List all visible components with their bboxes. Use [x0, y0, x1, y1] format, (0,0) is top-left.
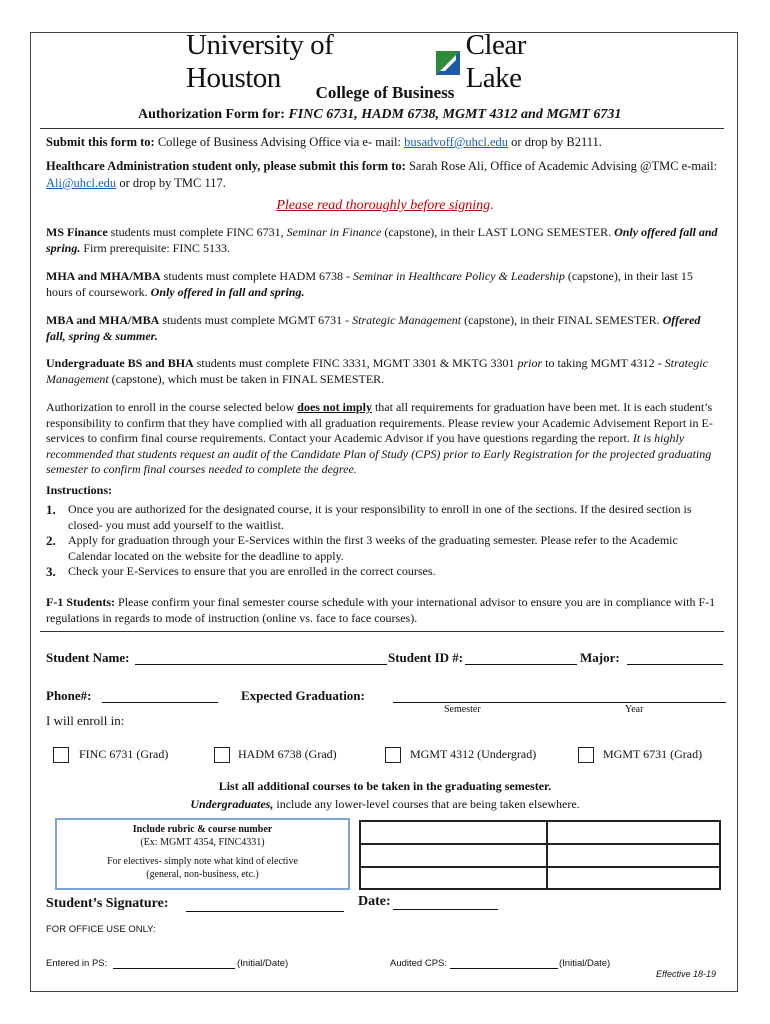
- enroll-in-label: I will enroll in:: [46, 713, 125, 728]
- advising-email-link[interactable]: busadvoff@uhcl.edu: [404, 135, 509, 149]
- logo-mark-icon: [436, 50, 460, 74]
- initial-date-caption: (Initial/Date): [559, 958, 611, 969]
- item-number: 2.: [46, 533, 56, 548]
- undergrad-note: [0, 797, 770, 812]
- mba-paragraph: [46, 313, 718, 344]
- read-thoroughly-warning: Please read thoroughly before signing: [276, 198, 491, 213]
- elective-note: For electives- simply note what kind of elective: [107, 856, 298, 867]
- semester-caption: Semester: [444, 704, 481, 715]
- office-use-heading: FOR OFFICE USE ONLY:: [46, 924, 156, 935]
- offering-note: Offered fall, spring & summer.: [46, 313, 701, 343]
- submit-paragraph: [46, 134, 718, 151]
- student-name-label: Student Name:: [46, 650, 130, 665]
- effective-date: Effective 18-19: [656, 969, 717, 979]
- course-cell[interactable]: [547, 867, 720, 889]
- undergrad-paragraph: [46, 356, 718, 387]
- program-text: to taking MGMT 4312 -: [542, 356, 665, 370]
- hadm-6738-checkbox[interactable]: [214, 747, 230, 763]
- rubric-instructions-box: [55, 818, 350, 890]
- program-text: Firm prerequisite: FINC 5133.: [80, 240, 231, 255]
- program-text: (capstone), in their LAST LONG SEMESTER.: [381, 225, 615, 239]
- phone-field[interactable]: [102, 688, 218, 703]
- major-field[interactable]: [627, 650, 723, 665]
- course-cell[interactable]: [360, 821, 547, 844]
- divider: [40, 128, 724, 129]
- phone-label: Phone#:: [46, 688, 92, 703]
- program-text: (capstone), which must be taken in FINAL SEMESTER.: [108, 371, 385, 386]
- authorization-text: that all requirements for graduation have been met. It is each student’s responsibility to confirm that they have complied with all graduation requirements. Please review your Academic Advisement Report in E-services to confirm final course requirements. Contact your Academic Advisor if you have questions regarding the report.: [46, 400, 713, 445]
- subtitle-courses: FINC 6731, HADM 6738, MGMT 4312 and MGMT 6731: [288, 107, 622, 122]
- instructions-heading: Instructions:: [46, 483, 113, 497]
- list-item: [46, 564, 718, 580]
- program-text: students must complete HADM 6738 -: [160, 269, 353, 283]
- item-number: 3.: [46, 564, 56, 579]
- authorization-text: Authorization to enroll in the course selected below: [46, 400, 298, 414]
- course-cell[interactable]: [547, 844, 720, 867]
- item-text: Check your E-Services to ensure that you are enrolled in the correct courses.: [68, 564, 436, 578]
- mgmt-6731-checkbox[interactable]: [578, 747, 594, 763]
- entered-in-ps-label: Entered in PS:: [46, 958, 108, 969]
- rubric-example: (Ex: MGMT 4354, FINC4331): [140, 837, 265, 848]
- entered-in-ps-field[interactable]: [113, 958, 235, 969]
- f1-text: Please confirm your final semester course schedule with your international advisor to ensure you are in compliance with F-1 regulations in regards to mode of instruction (online vs. face to face courses).: [46, 595, 716, 625]
- subtitle-prefix: Authorization Form for:: [138, 107, 289, 122]
- signature-field[interactable]: [186, 896, 344, 912]
- hadm-6738-label: HADM 6738 (Grad): [238, 747, 337, 761]
- ms-finance-paragraph: [46, 225, 718, 256]
- course-name: Seminar in Healthcare Policy & Leadership: [353, 269, 565, 283]
- expected-graduation-field[interactable]: [393, 688, 726, 703]
- item-text: Apply for graduation through your E-Services within the first 3 weeks of the graduating semester. Please refer to the Academic Calendar located on the website for the deadline to apply.: [68, 533, 678, 563]
- mgmt-4312-checkbox[interactable]: [385, 747, 401, 763]
- item-text: Once you are authorized for the designated course, it is your responsibility to enroll in one of the sections. If the desired section is closed- you must add yourself to the waitlist.: [68, 502, 692, 532]
- signature-label: Student’s Signature:: [46, 896, 169, 911]
- mgmt-4312-label: MGMT 4312 (Undergrad): [410, 747, 537, 761]
- audited-cps-label: Audited CPS:: [390, 958, 448, 969]
- date-field[interactable]: [393, 894, 498, 910]
- tmc-email-link[interactable]: Ali@uhcl.edu: [46, 176, 117, 190]
- f1-paragraph: [46, 595, 718, 626]
- item-number: 1.: [46, 502, 56, 517]
- expected-graduation-label: Expected Graduation:: [241, 688, 365, 703]
- offering-note: Only offered fall and spring.: [46, 225, 718, 255]
- program-label: Undergraduate BS and BHA: [46, 356, 194, 370]
- submit-text: College of Business Advising Office via e- mail:: [154, 135, 405, 149]
- divider: [40, 631, 724, 632]
- cps-recommendation: It is highly recommended that students request an audit of the Candidate Plan of Study (CPS) prior to Early Registration for the projected graduating semester to confirm final courses needed to complete the degree.: [46, 431, 712, 476]
- undergrad-text: include any lower-level courses that are being taken elsewhere.: [273, 797, 580, 811]
- finc-6731-label: FINC 6731 (Grad): [79, 747, 169, 761]
- additional-courses-table: [359, 820, 721, 890]
- course-cell[interactable]: [547, 821, 720, 844]
- mgmt-6731-label: MGMT 6731 (Grad): [603, 747, 703, 761]
- date-label: Date:: [358, 894, 391, 909]
- authorization-paragraph: [46, 400, 718, 478]
- offering-note: Only offered in fall and spring.: [150, 284, 305, 299]
- list-item: [46, 533, 718, 564]
- program-label: MBA and MHA/MBA: [46, 313, 160, 327]
- healthcare-label: Healthcare Administration student only, please submit this form to:: [46, 159, 406, 173]
- audited-cps-field[interactable]: [450, 958, 558, 969]
- prior-emphasis: prior: [517, 356, 543, 370]
- course-cell[interactable]: [360, 867, 547, 889]
- year-caption: Year: [625, 704, 644, 715]
- course-name: Seminar in Finance: [286, 225, 382, 239]
- additional-courses-heading: List all additional courses to be taken in the graduating semester.: [218, 779, 552, 793]
- program-text: students must complete FINC 3331, MGMT 3301 & MKTG 3301: [193, 356, 518, 370]
- course-name: Strategic Management: [46, 356, 708, 386]
- course-cell[interactable]: [360, 844, 547, 867]
- student-name-field[interactable]: [135, 650, 387, 665]
- list-item: [46, 502, 718, 533]
- page-title: College of Business: [315, 83, 455, 102]
- student-id-field[interactable]: [465, 650, 577, 665]
- instructions-list: [46, 502, 718, 580]
- healthcare-text-b: or drop by TMC 117.: [116, 176, 226, 190]
- warning-period: .: [490, 198, 494, 213]
- submit-label: Submit this form to:: [46, 135, 155, 149]
- f1-label: F-1 Students:: [46, 595, 116, 609]
- logo-text-left: University of Houston: [186, 29, 334, 94]
- logo-text-right: Clear Lake: [465, 29, 526, 94]
- program-text: students must complete MGMT 6731 -: [159, 313, 353, 327]
- does-not-imply: does not imply: [297, 400, 372, 414]
- undergrad-label: Undergraduates,: [190, 797, 274, 811]
- major-label: Major:: [580, 650, 620, 665]
- student-id-label: Student ID #:: [388, 650, 464, 665]
- elective-example: (general, non-business, etc.): [146, 869, 259, 880]
- program-text: students must complete FINC 6731,: [107, 225, 287, 239]
- submit-text-b: or drop by B2111.: [508, 135, 602, 149]
- course-name: Strategic Management: [352, 313, 462, 327]
- healthcare-text: Sarah Rose Ali, Office of Academic Advising @TMC e-mail:: [405, 159, 718, 173]
- healthcare-paragraph: [46, 158, 718, 192]
- program-text: (capstone), in their FINAL SEMESTER.: [461, 313, 663, 327]
- mha-paragraph: [46, 269, 718, 300]
- program-label: MHA and MHA/MBA: [46, 269, 161, 283]
- rubric-line: Include rubric & course number: [132, 824, 273, 835]
- warning-line: [0, 196, 770, 214]
- initial-date-caption: (Initial/Date): [237, 958, 289, 969]
- form-subtitle: [138, 107, 621, 123]
- program-text: (capstone), in their last 15 hours of coursework.: [46, 269, 693, 299]
- finc-6731-checkbox[interactable]: [53, 747, 69, 763]
- program-label: MS Finance: [46, 225, 108, 239]
